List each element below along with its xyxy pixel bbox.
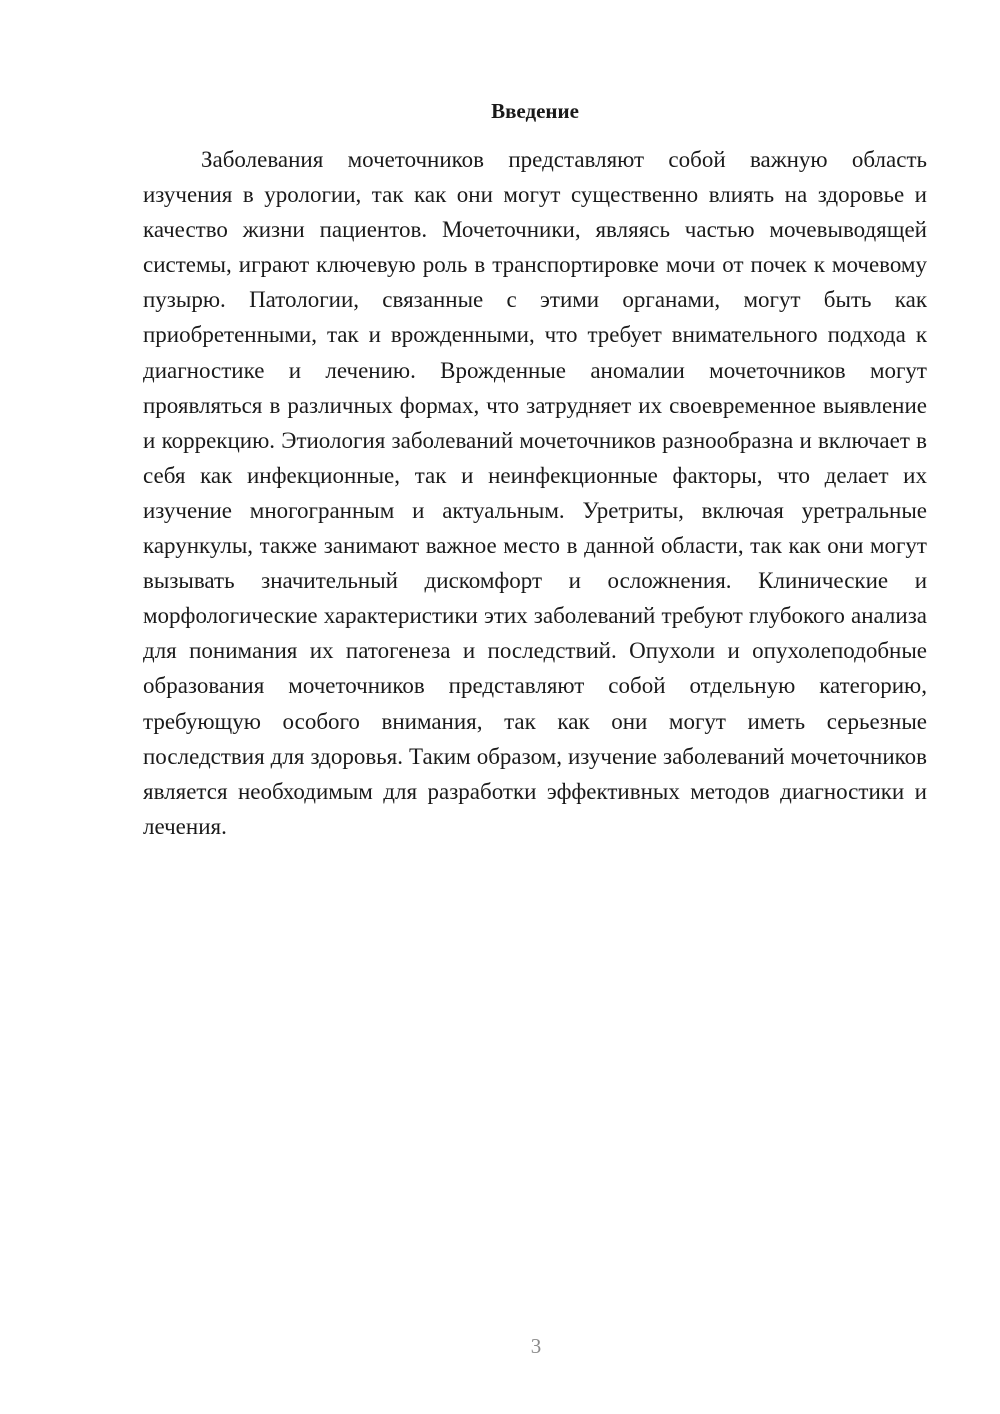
section-heading: Введение xyxy=(491,99,579,123)
body-paragraph: Заболевания мочеточников представляют собой важную область изучения в урологии, так как они могут существенно влиять на здоровье и качество жизни пациентов. Мочеточники, являясь частью мочевыводящей системы, играют ключевую роль в транспортировке мочи от почек к мочевому пузырю. Патологии, связанные с этими органами, могут быть как приобретенными, так и врожденными, что требует внимательного подхода к диагностике и лечению. Врожденные аномалии мочеточников могут проявляться в различных формах, что затрудняет их своевременное выявление и коррекцию. Этиология заболеваний мочеточников разнообразна и включает в себя как инфекционные, так и неинфекционные факторы, что делает их изучение многогранным и актуальным. Уретриты, включая уретральные карункулы, также занимают важное место в данной области, так как они могут вызывать значительный дискомфорт и осложнения. Клинические и морфологические характеристики этих заболеваний требуют глубокого анализа для понимания их патогенеза и последствий. Опухоли и опухолеподобные образования мочеточников представляют собой отдельную категорию, требующую особого внимания, так как они могут иметь серьезные последствия для здоровья. Таким образом, изучение заболеваний мочеточников является необходимым для разработки эффективных методов диагностики и лечения. xyxy=(143,147,927,839)
page-number: 3 xyxy=(530,1334,542,1358)
